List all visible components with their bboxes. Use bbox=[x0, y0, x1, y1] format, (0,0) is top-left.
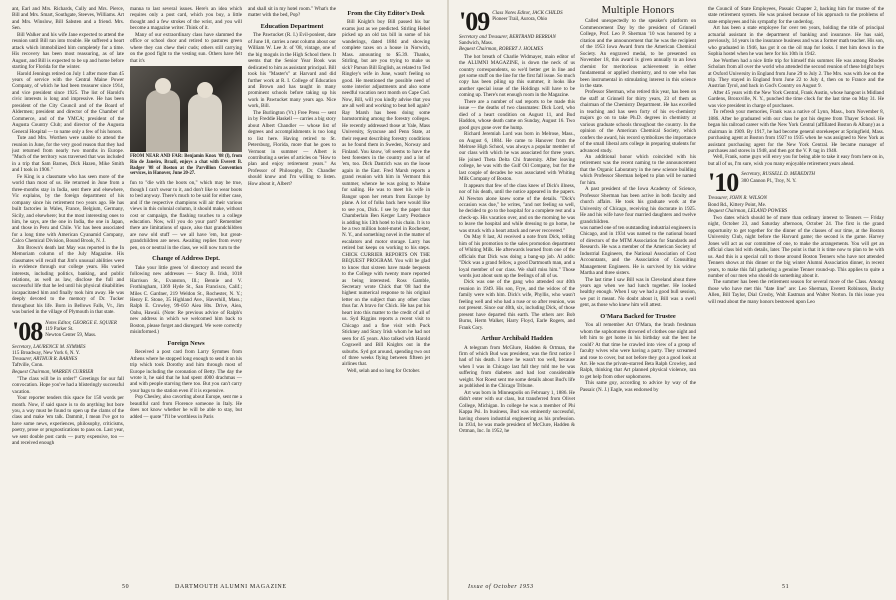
paragraph: Two dates which should be of more than ordinary interest to Tenners — Friday night, October 23, and Saturday afternoon, October 24. The first is the grand opportunity to get together for the dinner of the classes of our time, at the Boston University Club, night before the Harvard game; the second is the game. Harvey Jones will act as our committee of one, to make the arrangements. You will get an official class bid with details, later. The point is that it is time now to plan to be with us. And this is a special call to those around Boston Tenners who have not attended Tenners shows at this dinner or the big winter Alumni Association dinner, in recent years, to make this fall gathering a genuine Tenner round-up. This applies to quite a number of our men who should do something about it. bbox=[708, 214, 884, 280]
paragraph: Tute and Mrs. Worthen were unable to attend the reunion in June, for the very good reason that they had just returned from nearly two months in Europe. "Much of the territory was traversed that was included in a trip that Sam Barnes, Dick Hazen, Mike Smith and I took in 1906." bbox=[12, 135, 124, 174]
paragraph: Bill Knight's boy Bill passed his bar exams just as we predicted. Stirling Hebel picked up an old tax bill in some of his wanderings, dated 1884 and showing complete taxes on a house in Norwich, Mass. amounting to $5.39. Thanks, Stirling, but are you trying to make us sick? Parson Bill English, as related to Ted Ringley's wife in June, wasn't feeling so good. He mentioned the possible need of some interior adjustments and also some needful vacation next month on Cape Cod. Now, Bill, will you kindly advise that you are all well and working to beat hell again? Ray Marsh has been doing some barnstorming among the forestry colleges. He recently addressed those at Yale, Mass University, Syracuse and Penn State, at their request describing forestry conditions as he found them in Sweden, Norway and Finland. You know, 'o8 seems to have the best foresters in the country and a lot of 'em, too. Dick Dastrich was on the loose again in the East. Fred Marsh reports a grand reunion with him in Vermont this summer, whence he was going to Maine for sailing. He was to meet his wife in Bangor upon her return from Europe by plane. A lot of folks back here would like to see you, Dick. I see by the paper that Chamberlain Ben Kerger Larry Pezdance is adding his 13th hotel to his chain. It is to be a two million hotel-motel in Rochester, N. Y., and something novel in the matter of escalators and motor storage. Larry has retired but keeps on working to his steps. CHICK CURRIER REPORTS ON THE BEQUEST PROGRAM. You will be glad to know that sixteen have made bequests to the College with twenty more reported as being interested. Ross Gamble, Secretary wrote Chick that '08 had the highest numerical response to his original letter on the subject than any other class thus far. A bravo for Chick. He has put his heart into this matter to the credit of all of us. Syd Riggins reports a recent visit to Chicago and a fine visit with Puck Stickney and Stacy Irish whom he had not seen for 45 years. Also talked with Harold Cogswell and Bill Knights out in the suburbs. Syd got around, spending two out of three weeks flying between fifteen jet airlines that. bbox=[342, 19, 430, 368]
class-1909-header bbox=[459, 7, 575, 36]
left-column-2 bbox=[130, 6, 242, 588]
paragraph: The Burlington (Vt.) Free Press — sent in by Freddie Haskell — carries a big story about Albert Chandler — whose list of degrees and accomplishments is too long to list here. Having retired to St. Petersburg, Florida, more that he goes to Vermont in summer — Albert is contributing a series of articles on "How to plan and enjoy retirement years." As Professor of Philosophy, Dr. Chandler should know and I'm willing to listen. How about it, Albert? bbox=[248, 109, 336, 187]
paragraph: Dick was one of the gang who attended our 40th reunion in 1949. His son, Frye, and the widow of the family were with him. Dick's wife, Phyllis, who wasn't feeling well and who had a ruse or so after reunion, was not present. Since our 40th, six, including Dick, of those present have departed this earth. The others are: Bob Burns, Herm Walker, Harry Floyd, Earle Rogers, and Frank Cory. bbox=[459, 279, 575, 331]
paragraph: Many of our extraordinary class have slammed the office or school door and retired to pastures green where they can chew their cuds; others still carrying on the good fight to the vesting sun. Others have felt that it's bbox=[130, 31, 242, 64]
paragraph: You all remember Art O'Mara, the brash freshman whom the sophomores drowned of clothes one night and left him to get home in his birthday suit the best he could? At that time he crawled into view of a group of faculty wives who were having a party. They screamed and rose to cover, but not before they got a good look at Art. He was the private-starred Beta Ralph Crowley, and Ralph, thinking that Art planned physical violence, ran to get help from other sophomores. bbox=[580, 322, 696, 380]
paragraph: The Pawtucket (R. I.) Evil-ponlent, date of June 18, carries a neat column about our William W. Lee Jr. of '08, vintage, one of the big moguls in the High School there. It seems that the Senior Year Book was dedicated to him as assistant principal. Bill took his "Master's" at Harvard and did further work at R. I. College of Education and Brown and has taught in many prominent schools before taking up his work in Pawtucket many years ago. Nice work, Bill. bbox=[248, 32, 336, 110]
paragraph: "The class will be in order!" Greetings for our fall convocation. Hope you've had a blisteringly successful vacation. bbox=[12, 375, 124, 395]
left-column-1 bbox=[12, 6, 124, 588]
section-heading: Arthur Archibald Hadden bbox=[481, 335, 553, 343]
class-officers-more: Secretary and Treasurer, BERTRAND BERRIAN Sandwich, Mass. Bequest Chairman, ROBERT J. HOLMES bbox=[459, 35, 556, 53]
paragraph: It appears that few of the class knew of Dick's illness, nor of his death, until the notice appeared in the papers. Al Newton alone knew some of the details. "Dick's occasion was due," he writes, "and not feeling so well, he decided to go to the hospital for a complete rest and a check-up. His vacation over, and on the morning he was to leave the hospital and while dressing to go home, he was struck with a heart attack and never recovered." bbox=[459, 182, 575, 234]
paragraph: manna to last several issues. Here's an idea which requires only a post card, which you buy, a little thought and a few strokes of the wrist, and you will become a magazine writer. Think of it. bbox=[130, 6, 242, 32]
paragraph: Bill Walker and his wife Jane expected to attend the reunion until Bill ran into trouble. He suffered a heart attack which immobilized him completely for a time. His recovery has been most reassuring, as of late August, and Bill is expected to be up and home before starting for Florida for the winter. bbox=[12, 31, 124, 71]
paragraph: This same guy, according to advice by way of the Passaic (N. J.) Eagle, was endorsed by bbox=[580, 380, 696, 393]
paragraph: the Council of State Employees, Passaic Chapter 2, backing him for trustee of the state retirement system. He was praised because of his approach to the problems of state employees and his sympathy for the underdog. bbox=[708, 6, 884, 25]
paragraph: Well, selah and so long for October. bbox=[347, 367, 421, 374]
photo-caption: FROM NEAR AND FAR: Benjamin Knox '08 (l), from Rio de Janeiro, Brazil, enjoys a chat with Everett B. Badger '08 of Boston at the Parvillion Convention services, in Hanover, June 20-27. bbox=[130, 154, 242, 177]
page-number-right: 51 bbox=[782, 584, 790, 590]
paragraph: Richard Jeremiah Lord was born in Melrose, Mass., on August 6, 1884. He came to Hanover from the Melrose High School, was always a popular member of our class with which he was associated for three years. He joined Theta Delta Chi fraternity. After leaving college, he was with the Gulf Oil Company, but for the last couple of decades he was associated with Whiting Milk Company of Boston. bbox=[459, 131, 575, 183]
article-title: Multiple Honors bbox=[601, 6, 675, 16]
class-officers-more: Treasurer, JOHN R. WILSON Bond Rd., Kittery Point, Me. Bequest Chairman, LELAND POWERS bbox=[708, 196, 788, 214]
right-column-3 bbox=[708, 6, 884, 588]
paragraph: A past president of the Iowa Academy of Science, Professor Sherman has been active in both faculty and church affairs. He took his graduate work at the University of Chicago, receiving his doctorate in 1925. He and his wife have four married daughters and twelve grandchildren. bbox=[580, 186, 696, 225]
paragraph: Received a post card from Larry Symmes from Athens where he stopped long enough to send it on his trip which took Dorothy and him through most of Europe including the coronation of Betty. The day the wrote it, he said that he had spent 4000 drachmas — and with people starving there too. But you can't carry your bags to the station even if it is expensive. bbox=[130, 349, 242, 394]
paragraph: Art was born in Minneapolis on February 1, 1886. He didn't enter with our class, but transferred from Olivet College, Michigan. In college he was a member of Phi Kappa Psi. In business, Bud was eminently successful, having chosen industrial engineering as his profession. In 1934, he was made president of McClure, Hadden & Ortman, Inc. In 1952, he bbox=[459, 389, 575, 435]
paragraph: Professor Sherman, who retired this year, has been on the staff at Grinnell for thirty years, 23 of them as chairman of the Chemistry Department. He has excelled in teaching and has seen forty of his ex-chemistry majors go on to take Ph.D. degrees in chemistry at various graduate schools throughout the country. In the opinion of the American Chemical Society, which confers the award, his record symbolizes the importance of the small liberal arts college in preparing students for advanced study. bbox=[580, 89, 696, 154]
section-heading: Foreign News bbox=[167, 339, 205, 347]
paragraph: After 45 years with the New York Central, Frank Austin, whose hangout is Midland Gardens, Bronxville, N. Y., punched the time clock for the last time on May 31. He was vice president in charge of purchases. bbox=[708, 89, 884, 109]
class-officers: Class Notes Editor, JACK CHILDS Pioneer Trail, Aurora, Ohio bbox=[492, 11, 563, 23]
paragraph: ant, Earl and Mrs. Richards, Cully and Mrs. Pierce, Bill and Mrs. Smart, Southgate, Steeves, Williams. Art and Mrs. Winslow, Bill Sabsten and a friend. Mrs. Sen. bbox=[12, 6, 124, 32]
paragraph: On May 8 last, Al received a note from Dick, telling him of his promotion to the sales promotion department of Whiting Milk. He afterwards learned from one of the officials that Dick was doing a bang-up job. Al adds: "Dick was a grand fellow, a good Dartmouth man, and a loyal member of our class. We shall miss him." Those words just about sum up the feelings of all of us. bbox=[459, 234, 575, 280]
class-officers: Secretary, RUSSELL D. MEREDITH 300 Cannon Pl., Troy, N. Y. bbox=[741, 172, 815, 184]
paragraph: Joe Worthen had a nice little trip for himself this summer. He was among Rhodes Scholars from all over the world who attended the second reunion of these bright boys at Oxford University in England from June 29 to July 2. The Mrs. was with Joe on the trip. They stayed in England from June 22 to July 4, then on to France and the Austrian Tyrol, and back in God's Country on August 9. bbox=[708, 57, 884, 90]
paragraph: and shall sit in my hotel room." What's the matter with the bed, Pop? bbox=[248, 6, 336, 19]
class-1908-header bbox=[12, 316, 124, 346]
class-year: '09 bbox=[459, 7, 490, 36]
reunion-photo bbox=[130, 66, 242, 152]
paragraph: The hot breath of Charlie Widmayer, main editor of the ALUMNI MAGAZINE, is down the neck of us country correspondents, so we'd better get in line and get some stuff on the line for the first fall issue. So much copy has been piling up this summer, it looks like another special issue of the Holdings will have to be coming up. There's not enough room in the Magazine. bbox=[459, 53, 575, 99]
class-1910-header bbox=[708, 168, 884, 198]
paragraph: Art has been a state employee for over ten years, holding the title of principal actuarial assistant in the department of banking and insurance. He has said, previously, 14 years in the insurance business and was a former math teacher. His son, who graduated in 1946, has got it on the oil map for looks. I met him down in the Sophia hostel when he was here for his 10th in 1942. bbox=[708, 25, 884, 58]
class-year: '08 bbox=[12, 316, 43, 346]
paragraph: fun to "die with the boots on," which may be true, though I can't swear to it, and don't like to wear boots to bed anyway. There's much to be said for either case, and if the respective champions will air their various views in this colonial column, it should make, without cost or campaign, the flashing touches to a college education. Now, will you do your part? Remember there are limitations of space, also that grandchildren are now old stuff — we all have 'em, but great-grandchildren are news. Awaiting replies from every pen, on or neutral in the class, we will now turn to the bbox=[130, 180, 242, 251]
magazine-title: DARTMOUTH ALUMNI MAGAZINE bbox=[175, 584, 287, 590]
paragraph: Take your little green 'o! directory and record the following new addresses — Stacy B. Irish, 1018 Harrison St., Evanston, Ill.; Bennie and V. Frothingham, 1369 Hyde St., San Francisco, Calif.; Miles C. Gardner, 219 Weldon St., Rochester, N. Y.; Henry E. Stone, 35 Highland Ave., Haverhill, Mass.; Ralph E. Crowley, 99-050 Aiea Hts. Drive, Aiea, Oahu, Hawaii. (Note: Re previous advice of Ralph's new address in which we welcomed him back to Boston, please forget and disregard. We were correctly misinformed.) bbox=[130, 264, 242, 336]
paragraph: Jim Brown's death last May was reported in the In Memoriam column of the July Magazine. His classmates will recall that Jim's unusual abilities were in evidence through our college years. His varied interests, including politics, banking, and public relations, as well as law, disclose the full and successful life that he led until his physical disabilities incapacitated him and finally took him away. He was deeply devoted to the memory of Dr. Tucker throughout his life. Born in Bellows Falls, Vt., Jim was buried in the village of Plymouth in that state. bbox=[12, 244, 124, 316]
paragraph: Pop Chesley, also cavorting about Europe, sent me a beautiful card from Florence someone in Italy. He does not know whether he will be able to stay, but added — quote "I'll be worthless in Paris bbox=[130, 394, 242, 420]
paragraph: was named one of ten outstanding industrial engineers in Chicago, and in 1934 was named to the national board of directors of the MTM Association for Standards and Research. He was a member of the American Society of Industrial Engineers, the National Association of Cost Accountants, and the Association of Consulting Management Engineers. He is survived by his widow Martha and three sisters. bbox=[580, 224, 696, 277]
sub-column bbox=[248, 6, 336, 187]
page-gutter bbox=[447, 0, 449, 600]
class-officers: Notes Editor, GEORGE E. SQUIER 119 Parker St. Newton Center 59, Mass. bbox=[45, 320, 117, 339]
paragraph: Well, Frank, some guys will envy you for being able to take it easy from here on in, but all of us, I'm sure, wish you many enjoyable retirement years ahead. bbox=[708, 154, 884, 167]
page-number-left: 50 bbox=[122, 584, 130, 590]
paragraph: The summer has been the retirement season for several more of the Class. Among those who have met this "date line" are: Leo Sherman, Everett Robinson, Bucky Allen, Bill Taylor, Dial Crosby, Walt Eastman and Walter Norton. In this issue you will read about the many honors bestowed upon Leo bbox=[708, 279, 884, 305]
paragraph: Called unexpectedly to the speaker's platform on Commencement Day by the president of Grinnell College, Prof. Leo P. Sherman '10 was honored by a citation and the announcement that he was the recipient of the 1953 Iowa Award from the American Chemical Society. An engraved medal, to be presented on November 18, this award is given annually to an Iowa chemist for meritorious achievement in either fundamental or applied chemistry, and to one who has been instrumental in stimulating interest in this science in the state. bbox=[580, 18, 696, 89]
section-heading: From the City Editor's Desk bbox=[347, 10, 425, 17]
paragraph: To refresh your memories, Frank was a native of Lynn, Mass., born November 8, 1886. After he graduated with our class he got his degree from Thayer School. He began his railroad career with the New York Central (affiliated Boston & Albany) as a chairman in 1909. By 1917, he had become general storekeeper at Springfield, Mass. purchasing agent at Boston from 1927 to 1935 when he was assigned to New York as assistant purchasing agent for the New York Central. He became manager of purchases and stores in 1948, and then got the V. P. tag in 1948. bbox=[708, 109, 884, 154]
paragraph: The last time I saw Bill was in Cleveland about three years ago when we had lunch together. He looked healthy enough. When I say we had a good bull session, we put it meant. No doubt about it, Bill was a swell gent, as those who knew him will attest. bbox=[580, 276, 696, 309]
section-heading: Change of Address Dept. bbox=[152, 255, 220, 263]
paragraph: An additional honor which coincided with his retirement was the recent naming to the announcement that the Organic Laboratory in the new science building which Professor Sherman helped to plan will be named for him. bbox=[580, 153, 696, 186]
sub-column bbox=[342, 6, 430, 374]
issue-date: Issue of October 1953 bbox=[468, 584, 534, 590]
section-heading: Education Department bbox=[260, 22, 324, 30]
class-year: '10 bbox=[708, 168, 739, 198]
right-column-2 bbox=[580, 6, 696, 588]
section-heading: O'Mara Backed for Trustee bbox=[600, 312, 676, 320]
right-column-1 bbox=[459, 6, 575, 588]
paragraph: A telegram from McGlure, Hadden & Ortman, the firm of which Bud was president, was the first notice I had of his death. I knew he wasn't too well, because when I was in Chicago last fall they told me he was suffering from diabetes and had lost considerable weight. Not Roest sent me some details about Bud's life as published in the Chicago Tribune. bbox=[459, 344, 575, 390]
paragraph: Harold Jennings retired on July 1 after more than 45 years of service with the Central Maine Power Company, of which he had been treasurer since 1914, and vice president since 1925. The list of Harold's civic interests is long and impressive. He has been president of the City Council and of the Board of Aldermen; president and director of the Chamber of Commerce, and of the YMCA; president of the Augusta Country Club; and director of the Augusta General Hospital — to name only a few of his honors. bbox=[12, 70, 124, 135]
left-column-3 bbox=[248, 6, 436, 588]
paragraph: There are a number of sad reports to be made this issue — the deaths of two classmates: Dick Lord, who died of a heart condition on August 11, and Bud Haddon, whose death came on Sunday, August 16. Two good guys gone over the hump. bbox=[459, 98, 575, 131]
class-officers-more: Secretary, LAURENCE M. SYMMES 115 Broadway, New York 6, N. Y. Treasurer, ARTHUR R. BARNES Taftville, Conn. Bequest Chairman, WARREN CURRIER bbox=[12, 344, 94, 375]
paragraph: Your reporter tenders this space for 150 words per month. Now, if said space is to do anything but bore you, a way must be found to open up the clams of the class and make 'em talk. Dammit, I mean I've got to have some news, experiences, philosophy, criticisms, poetry, prose or prognostications to pass on. Last year, we sent double post cards — purty expensive, too — and received enough bbox=[12, 395, 124, 447]
paragraph: Fe King is a classmate who has seen more of the world than most of us. He returned in June from a three-months stay in India, sent there and elsewhere, Vic explains, by the foreign department of his company since his retirement two years ago. He has built factories in Wales, France, Belgium, Germany, Sicily, and elsewhere; but the most interesting ones to him, he says, are the one in India, the one in Japan, and those in Peru and Chile. Vic has been associated for a long time with American Cyanamid Company, Calco Chemical Division, Bound Brook, N. J. bbox=[12, 173, 124, 245]
